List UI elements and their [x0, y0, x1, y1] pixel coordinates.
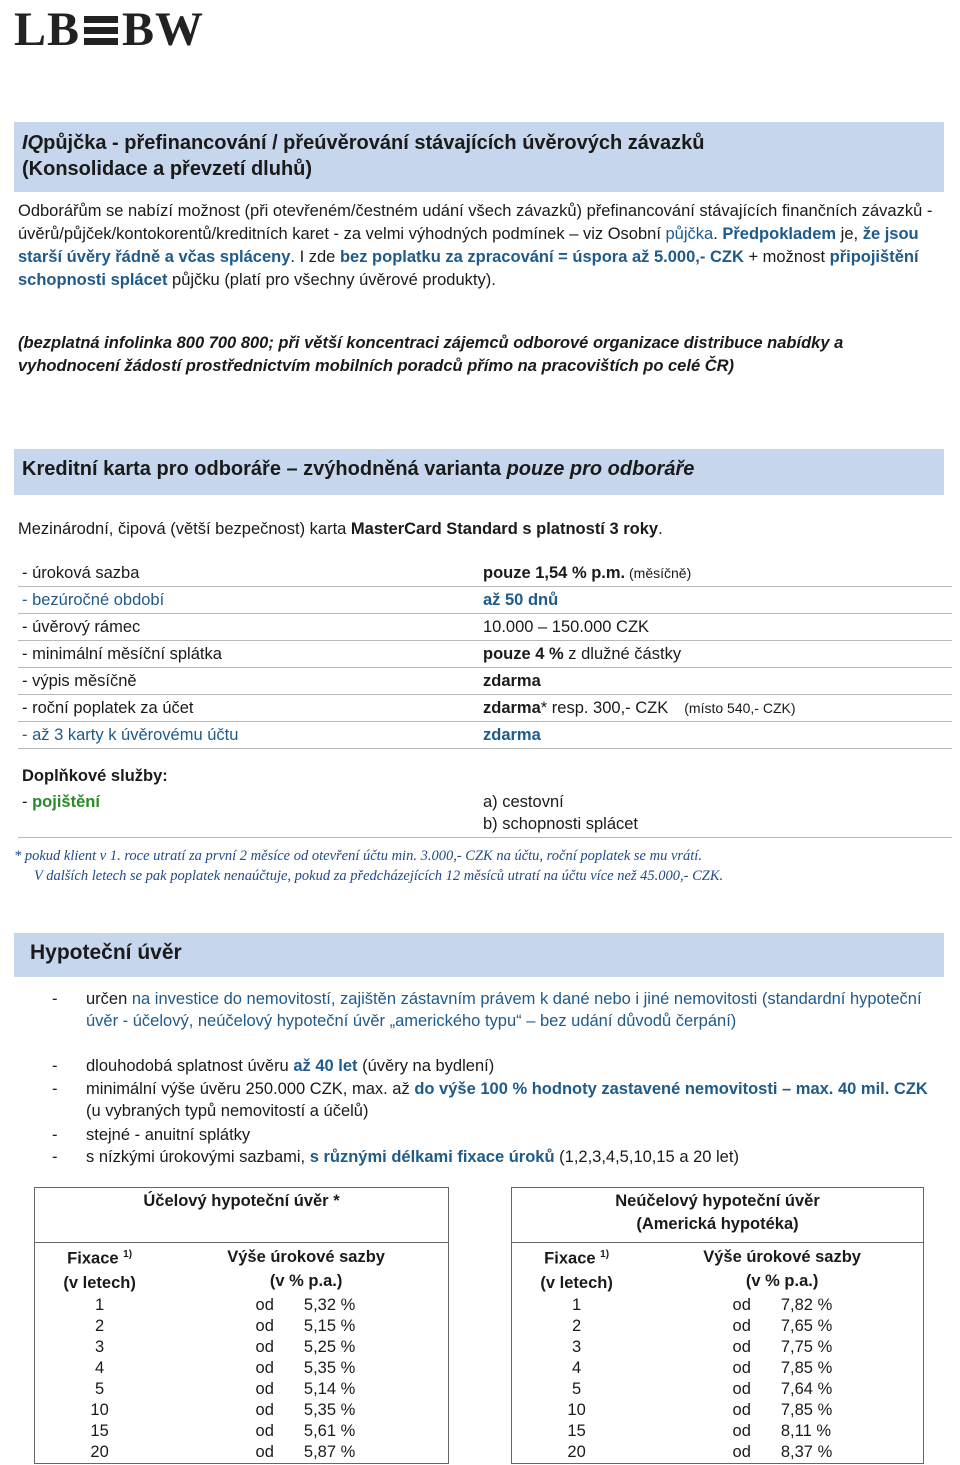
- extra-services-label: Doplňkové služby:: [22, 767, 168, 785]
- logo-text-left: LB: [14, 3, 81, 56]
- rate-cell: 8,37 %: [781, 1442, 924, 1464]
- col-rate: Výše úrokové sazby (v % p.a.): [164, 1243, 448, 1296]
- mortgage-bullet: - určen na investice do nemovitostí, zajištěn zástavním právem k dané nebo i jiné nemovitosti (standardní hypoteční úvěr - účelový, neúčelový hypoteční úvěr „amerického typu“ – bez udání důvodů čerpání): [52, 990, 922, 1030]
- credit-card-params: [18, 560, 952, 838]
- logo-text-right: BW: [122, 3, 205, 56]
- footnote: * pokud klient v 1. roce utratí za první 2 měsíce od otevření účtu min. 3.000,- CZK na účtu, roční poplatek se mu vrátí. V dalších letech se pak poplatek nenaúčtuje, pokud za předcházejících 12 měsíců utratí na účtu více než 45.000,- CZK.: [14, 848, 724, 884]
- lbbw-logo: [14, 3, 205, 56]
- od-cell: od: [732, 1401, 751, 1419]
- table-row: [512, 1421, 924, 1442]
- table-row: [512, 1400, 924, 1421]
- section-title-mortgage: Hypoteční úvěr: [14, 933, 944, 977]
- table-row: [35, 1400, 449, 1421]
- od-cell: od: [255, 1422, 274, 1440]
- table-row: [512, 1379, 924, 1400]
- param-row: - minimální měsíční splátka pouze 4 % z dlužné částky: [18, 641, 952, 668]
- insurance-row: - pojištění a) cestovní: [22, 793, 564, 811]
- fixation-cell: 1: [35, 1295, 165, 1316]
- od-cell: od: [641, 1442, 781, 1464]
- logo-bars-icon: [84, 13, 118, 47]
- fixation-cell: 2: [512, 1316, 642, 1337]
- param-row: - až 3 karty k úvěrovému účtu zdarma: [18, 722, 952, 749]
- col-fixation: Fixace $^{1)}$ (v letech): [35, 1243, 165, 1296]
- rate-cell: 7,64 %: [781, 1379, 924, 1400]
- rate-cell: 7,85 %: [781, 1400, 924, 1421]
- fixation-cell: 20: [35, 1442, 165, 1464]
- title-iq: IQ: [22, 132, 44, 154]
- table-row: [35, 1421, 449, 1442]
- od-cell: od: [732, 1422, 751, 1440]
- od-cell: od: [255, 1338, 274, 1356]
- mortgage-bullet: - dlouhodobá splatnost úvěru až 40 let (úvěry na bydlení): [52, 1057, 495, 1075]
- fixation-cell: 10: [512, 1400, 642, 1421]
- od-cell: od: [164, 1442, 304, 1464]
- table-title: Neúčelový hypoteční úvěr (Americká hypotéka): [512, 1188, 924, 1243]
- od-cell: od: [255, 1380, 274, 1398]
- rate-cell: 5,61 %: [304, 1421, 449, 1442]
- fixation-cell: 5: [512, 1379, 642, 1400]
- table-row: [512, 1358, 924, 1379]
- table-title: Účelový hypoteční úvěr *: [35, 1188, 449, 1243]
- table-row: [35, 1337, 449, 1358]
- fixation-cell: 1: [512, 1295, 642, 1316]
- fixation-cell: 4: [35, 1358, 165, 1379]
- fixation-cell: 15: [35, 1421, 165, 1442]
- section-title-iq-loan: [14, 122, 944, 192]
- table-row: [35, 1442, 449, 1464]
- rate-cell: 7,65 %: [781, 1316, 924, 1337]
- title-rest: půjčka - přefinancování / přeúvěrování stávajících úvěrových závazků: [43, 132, 705, 154]
- mortgage-bullet: - stejné - anuitní splátky: [52, 1126, 251, 1144]
- rate-cell: 5,87 %: [304, 1442, 449, 1464]
- fixation-cell: 5: [35, 1379, 165, 1400]
- fixation-cell: 20: [512, 1442, 642, 1464]
- iq-loan-paragraph: Odborářům se nabízí možnost (při otevřeném/čestném udání všech závazků) přefinancování stávajících finančních závazků - úvěrů/půjček/kontokorentů/kreditních karet - za velmi výhodných podmínek – viz Osobní půjčka. Předpokladem je, že jsou starší úvěry řádně a včas spláceny. I zde bez poplatku za zpracování = úspora až 5.000,- CZK + možnost připojištění schopnosti splácet půjčku (platí pro všechny úvěrové produkty).: [18, 202, 933, 289]
- param-row: - výpis měsíčně zdarma: [18, 668, 952, 695]
- fixation-cell: 3: [512, 1337, 642, 1358]
- section-title-credit-card: [14, 449, 944, 495]
- od-cell: od: [255, 1359, 274, 1377]
- param-row: - úvěrový rámec 10.000 – 150.000 CZK: [18, 614, 952, 641]
- mortgage-bullet: - s nízkými úrokovými sazbami, s různými délkami fixace úroků (1,2,3,4,5,10,15 a 20 let): [52, 1148, 739, 1166]
- table-row: [35, 1379, 449, 1400]
- title-cc-b: pouze pro odboráře: [506, 458, 695, 480]
- param-row: - bezúročné období až 50 dnů: [18, 587, 952, 614]
- fixation-cell: 3: [35, 1337, 165, 1358]
- rate-cell: 7,82 %: [781, 1295, 924, 1316]
- rate-cell: 5,25 %: [304, 1337, 449, 1358]
- rate-cell: 5,14 %: [304, 1379, 449, 1400]
- insurance-row-2: b) schopnosti splácet: [18, 811, 952, 838]
- col-fixation: Fixace $^{1)}$ (v letech): [512, 1243, 642, 1296]
- fixation-cell: 2: [35, 1316, 165, 1337]
- table-row: [35, 1295, 449, 1316]
- od-cell: od: [255, 1401, 274, 1419]
- table-row: [512, 1442, 924, 1464]
- col-rate: Výše úrokové sazby (v % p.a.): [641, 1243, 923, 1296]
- rate-cell: 5,32 %: [304, 1295, 449, 1316]
- rate-cell: 7,75 %: [781, 1337, 924, 1358]
- fixation-cell: 15: [512, 1421, 642, 1442]
- od-cell: od: [732, 1317, 751, 1335]
- fixation-cell: 4: [512, 1358, 642, 1379]
- od-cell: od: [732, 1359, 751, 1377]
- param-row: - roční poplatek za účet zdarma* resp. 300,- CZK (místo 540,- CZK): [18, 695, 952, 722]
- od-cell: od: [255, 1296, 274, 1314]
- purpose-mortgage-table: [34, 1187, 449, 1464]
- table-row: [35, 1358, 449, 1379]
- mortgage-bullet: - minimální výše úvěru 250.000 CZK, max. až do výše 100 % hodnoty zastavené nemovitosti – max. 40 mil. CZK (u vybraných typů nemovitostí a účelů): [52, 1080, 928, 1120]
- rate-cell: 5,15 %: [304, 1316, 449, 1337]
- title-cc-a: Kreditní karta pro odboráře – zvýhodněná varianta: [22, 458, 507, 480]
- rate-cell: 5,35 %: [304, 1400, 449, 1421]
- infoline-note: (bezplatná infolinka 800 700 800; při větší koncentraci zájemců odborové organizace distribuce nabídky a vyhodnocení žádostí prostřednictvím mobilních poradců přímo na pracovištích po celé ČR): [18, 334, 844, 375]
- title-line2: (Konsolidace a převzetí dluhů): [22, 158, 313, 180]
- non-purpose-mortgage-table: [511, 1187, 924, 1464]
- od-cell: od: [732, 1380, 751, 1398]
- rate-cell: 7,85 %: [781, 1358, 924, 1379]
- table-row: [512, 1337, 924, 1358]
- fixation-cell: 10: [35, 1400, 165, 1421]
- od-cell: od: [732, 1296, 751, 1314]
- table-row: [512, 1316, 924, 1337]
- od-cell: od: [255, 1317, 274, 1335]
- rate-cell: 8,11 %: [781, 1421, 924, 1442]
- param-row: - úroková sazba pouze 1,54 % p.m. (měsíčně): [18, 560, 952, 587]
- credit-card-intro: Mezinárodní, čipová (větší bezpečnost) karta MasterCard Standard s platností 3 roky.: [18, 520, 663, 538]
- table-row: [35, 1316, 449, 1337]
- rate-cell: 5,35 %: [304, 1358, 449, 1379]
- od-cell: od: [732, 1338, 751, 1356]
- table-row: [512, 1295, 924, 1316]
